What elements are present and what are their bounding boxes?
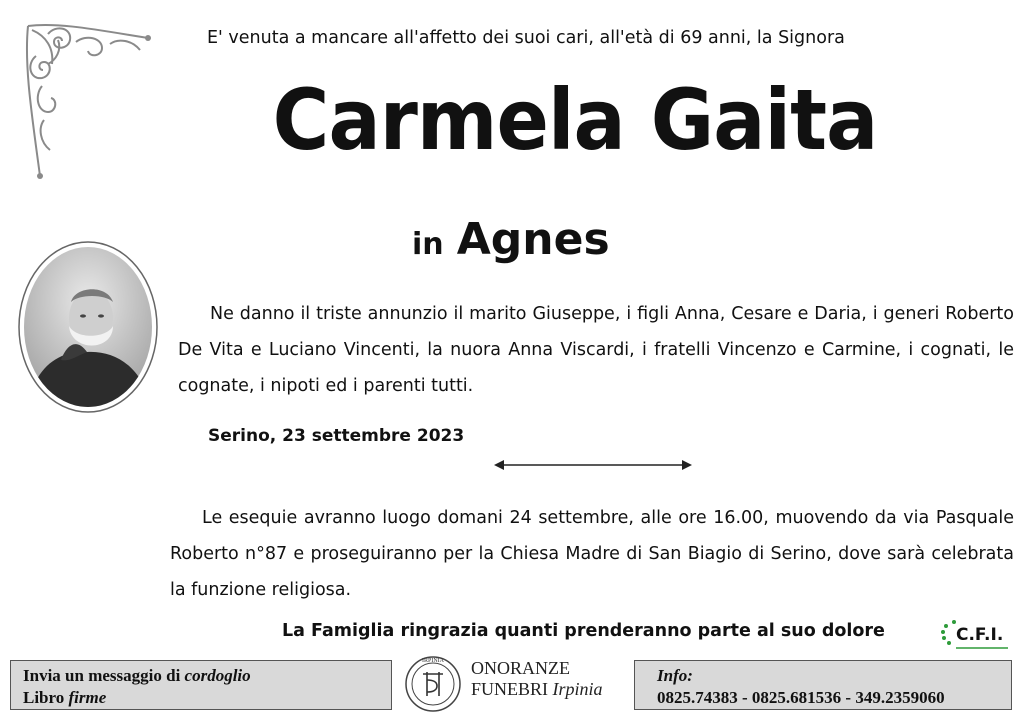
guestbook-link[interactable]	[23, 687, 379, 709]
info-label: Info:	[657, 666, 693, 685]
married-prefix: in	[412, 227, 444, 262]
agency-name	[471, 658, 603, 700]
agency-line2-italic: Irpinia	[552, 679, 603, 699]
married-surname: Agnes	[456, 214, 610, 265]
condolence-box[interactable]	[10, 660, 392, 710]
agency-line1: ONORANZE	[471, 658, 570, 678]
agency-seal-icon	[403, 652, 463, 716]
phone-numbers[interactable]: 0825.74383 - 0825.681536 - 349.2359060	[657, 688, 945, 707]
agency-line2-prefix: FUNEBRI	[471, 679, 553, 699]
seal-top-text: IRPINIA	[422, 658, 444, 664]
thanks-text: La Famiglia ringrazia quanti prenderanno parte al suo dolore	[282, 621, 885, 641]
guestbook-prefix: Libro	[23, 688, 69, 707]
double-arrow-icon	[492, 457, 694, 473]
place-date: Serino, 23 settembre 2023	[208, 426, 465, 446]
deceased-name: Carmela Gaita	[272, 71, 878, 169]
married-name	[412, 214, 610, 265]
intro-text: E' venuta a mancare all'affetto dei suoi cari, all'età di 69 anni, la Signora	[207, 28, 845, 48]
announcement-text: Ne danno il triste annunzio il marito Giuseppe, i figli Anna, Cesare e Daria, i generi Roberto De Vita e Luciano Vincenti, la nuora Anna Viscardi, i fratelli Vincenzo e Carmine, i cognati, le cognate, i nipoti ed i parenti tutti.	[178, 304, 1014, 396]
guestbook-word: firme	[68, 688, 107, 707]
agency-line2	[471, 679, 603, 700]
cfi-logo-text: C.F.I.	[956, 625, 1004, 645]
funeral-details: Le esequie avranno luogo domani 24 settembre, alle ore 16.00, muovendo da via Pasquale Roberto n°87 e proseguiranno per la Chiesa Madre di San Biagio di Serino, dove sarà celebrata la funzione religiosa.	[170, 508, 1014, 600]
condolence-word: cordoglio	[184, 666, 251, 685]
condolence-prefix: Invia un messaggio di	[23, 666, 185, 685]
cfi-logo	[940, 618, 1010, 654]
condolence-link[interactable]	[23, 665, 379, 687]
portrait-image	[17, 240, 159, 414]
corner-flourish-icon	[18, 16, 158, 186]
info-box	[634, 660, 1012, 710]
